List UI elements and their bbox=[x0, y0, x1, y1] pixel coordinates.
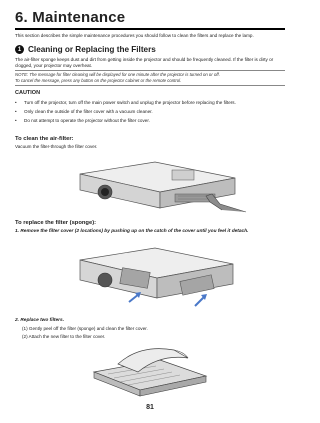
title-rule bbox=[15, 28, 285, 30]
projector-vacuum-illustration bbox=[60, 152, 255, 214]
replace-step-1: 1. Remove the filter cover (2 locations) by pushing up on the catch of the cover until you feel it detach. bbox=[15, 229, 249, 234]
note-line-1: NOTE: The message for filter cleaning will be displayed for one minute after the projector is turned on or off. bbox=[15, 72, 220, 77]
filter-sponge-illustration bbox=[88, 342, 213, 400]
note-rule-top bbox=[15, 70, 285, 71]
replace-heading: To replace the filter (sponge): bbox=[15, 220, 97, 226]
filter-cover-removal-illustration bbox=[55, 240, 250, 312]
note-line-2: To cancel the message, press any button on the projector cabinet or the remote control. bbox=[15, 77, 182, 83]
replace-step-2-1: (1) Gently peel off the filter (sponge) and clean the filter cover. bbox=[22, 326, 148, 331]
clean-text: Vacuum the filter-through the filter cover. bbox=[15, 144, 98, 149]
caution-list bbox=[15, 100, 285, 127]
section-body: The air-filter sponge keeps dust and dirt from getting inside the projector and should be frequently cleaned. If the filter is dirty or clogged, your projector may overheat. bbox=[15, 57, 274, 68]
caution-item: • Only clean the outside of the filter cover with a vacuum cleaner. bbox=[15, 109, 285, 115]
caution-heading: CAUTION bbox=[15, 90, 41, 96]
caution-item: • Turn off the projector, turn off the main power switch and unplug the projector before replacing the filters. bbox=[15, 100, 285, 106]
section-heading bbox=[15, 45, 156, 54]
note-block bbox=[15, 72, 287, 83]
section-number-badge: 1 bbox=[15, 45, 24, 54]
section-title: Cleaning or Replacing the Filters bbox=[28, 45, 156, 54]
page-title: 6. Maintenance bbox=[15, 9, 126, 26]
page-number: 81 bbox=[146, 404, 154, 411]
note-rule-bottom bbox=[15, 85, 285, 86]
replace-step-2: 2. Replace two filters. bbox=[15, 318, 65, 323]
clean-heading: To clean the air-filter: bbox=[15, 136, 74, 142]
caution-item: • Do not attempt to operate the projector without the filter cover. bbox=[15, 118, 285, 124]
intro-text: This section describes the simple maintenance procedures you should follow to clean the filters and replace the lamp. bbox=[15, 33, 254, 38]
replace-step-2-2: (2) Attach the new filter to the filter cover. bbox=[22, 334, 106, 339]
